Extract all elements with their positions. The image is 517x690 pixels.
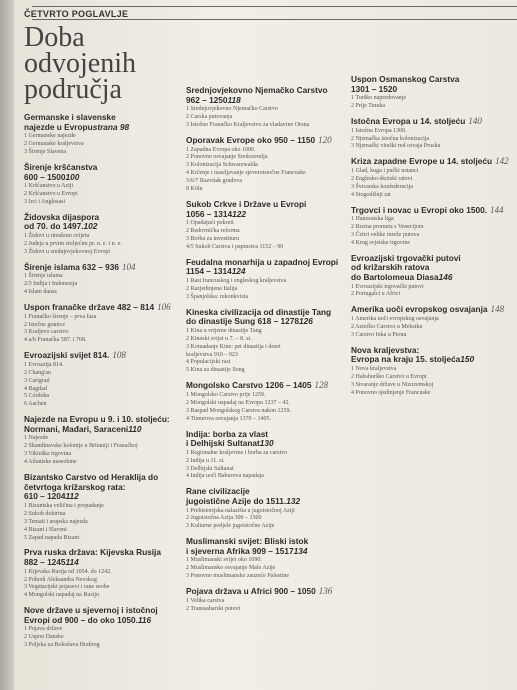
map-list — [186, 106, 344, 130]
map-entry: 4 Indija uoči Baburova napadaja — [186, 473, 264, 480]
section-heading: Istočna Evropa u 14. stoljeću 140 — [351, 116, 482, 126]
chapter-label: ČETVRTO POGLAVLJE — [24, 9, 129, 19]
map-entry: 1 Srednjovjekovno Njemačko Carstvo — [186, 106, 278, 113]
map-entry: 4 Islam danas — [24, 289, 57, 296]
map-entry: 3 Komadanje Kine: pet dinastija i deset — [186, 343, 281, 350]
section-heading: Kriza zapadne Evrope u 14. stoljeću 142 — [351, 156, 509, 167]
section-heading: Evroazijski trgovački putovi — [351, 252, 461, 263]
map-list — [351, 284, 511, 300]
map-entry: 6 Aachen — [24, 401, 47, 408]
section-heading: Kineska civilizacija od dinastije Tang — [186, 306, 332, 317]
top-rule — [32, 6, 517, 7]
map-entry: 3 Kulturne podjele jugoistočne Azije — [186, 523, 275, 530]
section-heading: Bizantsko Carstvo od Heraklija do — [24, 472, 159, 483]
page-number: 134 — [293, 545, 308, 556]
map-entry: 3 Istočno Franačko Kraljevstvo za vladavine Otona — [186, 122, 310, 128]
map-list — [24, 314, 194, 346]
map-entry: 2 Germanske kraljevstva — [24, 141, 84, 148]
map-entry: 1 Evroazija 814. — [24, 361, 64, 368]
section-subheading: Normani, Mađari, Saraceni110 — [24, 423, 142, 434]
page-number: strana 98 — [92, 121, 130, 132]
toc-section — [24, 163, 194, 207]
section-subheading: do dinastije Sung 618 – 1278126 — [186, 316, 313, 327]
map-entry: 1 Kina u vrijeme dinastije Tang — [186, 327, 262, 334]
map-entry: 1 Opadajući pokreti — [186, 220, 234, 227]
page-number: 102 — [83, 221, 98, 232]
map-entry: 2 Judeja u prvim stoljećim pr. n. e. i n. e. — [24, 240, 122, 247]
map-entry: 5/6/7 Razvitak gradova — [186, 178, 242, 185]
map-entry: 2 Chang'an — [24, 369, 51, 376]
map-entry: 1 Najezde — [24, 435, 49, 442]
toc-section — [24, 303, 194, 345]
section-heading: Srednjovjekovno Njemačko Carstvo — [186, 85, 328, 95]
map-list — [24, 273, 194, 297]
map-entry: 1 Germanske najezde — [24, 133, 76, 140]
map-list — [24, 435, 194, 467]
map-entry: 3 Širenje Slavena — [24, 149, 66, 155]
map-entry: 3 Irci i Anglosasi — [24, 198, 66, 205]
toc-section — [24, 606, 194, 650]
map-entry: 2 Istočne granice — [24, 321, 65, 328]
map-entry: 2 Kineski svijet u 7. – 8. st. — [186, 335, 252, 342]
toc-section — [351, 254, 511, 300]
toc-section — [186, 487, 344, 531]
map-entry: 3 Kraljevo carstvo — [24, 329, 69, 336]
map-entry: 3 Carstvo Inka u Peruu — [351, 331, 407, 338]
toc-section — [186, 200, 344, 252]
map-entry: 2 Transsaharski putovi — [186, 605, 241, 612]
toc-section — [351, 206, 511, 248]
page-number: 120 — [318, 134, 332, 145]
map-entry: 1 Muslimanski svijet oko 1090. — [186, 557, 262, 564]
map-list — [186, 557, 344, 581]
map-entry: 4 a/b Franačka 587. i 768. — [24, 337, 87, 344]
map-entry: 3 Carigrad — [24, 377, 50, 384]
map-entry: 1 Nova kraljevstva — [351, 365, 397, 372]
title-line-1: Doba — [24, 22, 85, 53]
section-subheading: 600 – 1500100 — [24, 171, 80, 182]
toc-section — [186, 537, 344, 581]
page-number: 104 — [122, 261, 136, 272]
column-middle — [186, 86, 344, 620]
map-entry: 2 Jugoistočna Azija 300 – 1500 — [186, 515, 262, 522]
section-subheading: 1301 – 1520 — [351, 83, 398, 94]
map-list — [24, 133, 194, 157]
map-entry: 3 Ponovno muslimansko zauzeće Palestine — [186, 573, 289, 580]
section-heading: Rane civilizacije — [186, 486, 250, 497]
map-entry: 4 Ponovno sjedinjenje Francuske — [351, 389, 431, 396]
map-list — [186, 220, 344, 252]
page-number: 136 — [318, 586, 333, 597]
map-entry: 5 Kina za dinastije Song — [186, 367, 245, 374]
section-heading: Germanske i slavenske — [24, 112, 116, 122]
map-entry: 4 Bagdad — [24, 385, 47, 392]
section-heading: Muslimanski svijet: Bliski istok — [186, 536, 309, 547]
page-number: 114 — [65, 557, 79, 567]
map-entry: 1 Rast francuskog i engleskog kraljevstva — [186, 277, 287, 284]
toc-section — [186, 308, 344, 376]
map-entry: 1 Kršćanstvo u Aziji — [24, 183, 74, 190]
map-entry: 3 Njemački viteški red osvaja Prusku — [351, 143, 441, 150]
toc-section — [351, 157, 511, 199]
map-entry: 2 Indija u 11. st. — [186, 457, 225, 464]
map-list — [186, 508, 344, 532]
page-number: 144 — [490, 204, 504, 215]
map-entry: 4 Mongolski napadaj na Rusiju — [24, 592, 99, 599]
map-entry: kraljevstva 910 – 923 — [186, 351, 238, 358]
section-heading: Uspon Osmanskog Carstva — [351, 74, 460, 84]
section-heading: Najezde na Evropu u 9. i 10. stoljeću: — [24, 414, 170, 425]
section-subheading: 1056 – 1314122 — [186, 208, 246, 219]
section-subheading: 1154 – 1314124 — [186, 266, 246, 277]
section-subheading: 610 – 1204112 — [24, 491, 79, 502]
column-right — [351, 75, 511, 403]
section-heading: Uspon franačke države 482 – 814 106 — [24, 302, 171, 313]
map-entry: 2/3 Indija i Indonezija — [24, 281, 78, 288]
map-list — [186, 147, 344, 194]
section-subheading: najezde u Evropustrana 98 — [24, 121, 130, 132]
toc-section — [186, 381, 344, 423]
toc-section — [24, 415, 194, 467]
map-entry: 2 Englesko-škotski ratovi — [351, 175, 413, 182]
map-entry: 3 Delhijski Sultanat — [186, 465, 234, 472]
section-heading: Židovska dijaspora — [24, 211, 100, 222]
map-entry: 1 Prehistorijska nalazišta u jugoistočnoj Aziji — [186, 507, 295, 514]
book-page — [14, 0, 517, 690]
section-heading: Oporavak Evrope oko 950 – 1150 120 — [186, 134, 332, 145]
map-entry: 1 Glad, kuga i pučki ustanci — [351, 167, 419, 174]
toc-section — [24, 213, 194, 257]
map-entry: 2 Sukob doktrina — [24, 510, 66, 517]
map-list — [24, 503, 194, 543]
section-subheading: i sjeverna Afrika 909 – 1517134 — [186, 545, 308, 556]
map-entry: 2 Razjedinjena Italija — [186, 285, 238, 292]
section-heading: Mongolsko Carstvo 1206 – 1405 128 — [186, 380, 328, 391]
map-entry: 1 Evroazijski trgovački putovi — [351, 283, 424, 290]
map-entry: 1 Pojava države — [24, 626, 63, 633]
section-heading: Nove države u sjevernoj i istočnoj — [24, 605, 158, 616]
page-number: 150 — [460, 354, 475, 365]
section-subheading: od 70. do 1497.102 — [24, 221, 98, 232]
section-heading: Indija: borba za vlast — [186, 428, 269, 439]
page-number: 100 — [65, 171, 80, 182]
section-heading: Evroazijski svijet 814. 108 — [24, 350, 126, 361]
map-entry: 2 Kršćanstvo u Evropi — [24, 191, 78, 197]
section-subheading: i Delhijski Sultanat130 — [186, 438, 274, 449]
map-list — [186, 598, 344, 614]
map-entry: 8 Köln — [186, 186, 203, 193]
page-number: 128 — [314, 380, 328, 391]
map-entry: 2 Ponovno osvajanje Sredozemlja — [186, 154, 268, 161]
page-number: 112 — [65, 491, 79, 502]
map-entry: 1 Židovi u rimskom svijetu — [24, 233, 90, 239]
map-entry: 3 Raspad Mongolskog Carstva nakon 1259. — [186, 407, 291, 414]
section-heading: Širenje islama 632 – 936 104 — [24, 261, 136, 272]
section-subheading: Evropi od 900 – do oko 1050.116 — [24, 614, 152, 625]
map-entry: 2 Prije Turaka — [351, 103, 386, 110]
map-entry: 1 Kijevska Rusija od 1054. do 1242. — [24, 568, 112, 575]
map-entry: 2 Njemačka istočna kolonizacija — [351, 135, 430, 142]
map-entry: 1 Regionalne kraljevine i borba za carstvo — [186, 449, 288, 456]
map-list — [186, 392, 344, 424]
toc-section — [186, 587, 344, 613]
section-heading: Amerika uoči evropskog osvajanja 148 — [351, 304, 504, 315]
map-entry: 2 Mongolski napadaj na Evropu 1237 – 42. — [186, 399, 290, 406]
map-entry: 2 Redovnička reforma — [186, 228, 240, 235]
page-number: 126 — [298, 316, 313, 327]
toc-section — [351, 75, 511, 111]
contents-list-middle — [186, 86, 344, 614]
map-entry: 3 Vikinška trgovina — [24, 451, 72, 458]
toc-section — [24, 113, 194, 157]
map-entry: 1 Bizantska veličina i propadanje — [24, 502, 104, 509]
map-entry: 1 Mongolsko Carstvo prije 1259. — [186, 391, 266, 398]
map-entry: 2 Habsburško Carstvo u Evropi — [351, 373, 427, 380]
section-heading: Sukob Crkve i Države u Evropi — [186, 198, 307, 209]
map-entry: 3 Stvaranje države u Nizozemskoj — [351, 381, 434, 388]
map-entry: 3 Španjolska: rekonkvista — [186, 293, 248, 300]
contents-list-right — [351, 75, 511, 397]
map-list — [351, 168, 511, 200]
page-number: 148 — [490, 304, 504, 315]
page-number: 118 — [227, 94, 241, 105]
map-list — [186, 450, 344, 482]
map-entry: 3 Židovi u srednjovjekovnoj Evropi — [24, 248, 110, 255]
book-gutter-shadow — [0, 0, 14, 690]
section-heading: Nova kraljevstva: — [351, 344, 420, 355]
contents-list-left — [24, 113, 194, 650]
map-list — [351, 216, 511, 248]
toc-section — [24, 351, 194, 409]
section-heading: Feudalna monarhija u zapadnoj Evropi — [186, 256, 339, 267]
map-entry: 1 Širenje islama — [24, 273, 63, 280]
section-subheading: od križarskih ratova — [351, 262, 430, 273]
toc-section — [186, 136, 344, 194]
column-left — [24, 9, 194, 656]
toc-section — [186, 430, 344, 482]
map-entry: 1 Hanzeatska liga — [351, 216, 394, 223]
map-list — [186, 328, 344, 375]
map-list — [24, 233, 194, 257]
map-entry: 3 Vegetacijski pojasevi i rane seobe — [24, 584, 110, 591]
section-subheading: četvrtoga križarskog rata: — [24, 481, 126, 492]
map-entry: 2 Pohodi Aleksandra Nevskog — [24, 576, 97, 583]
map-list — [24, 183, 194, 207]
map-entry: 3 Kolonizacija Schwarzwalda — [186, 162, 258, 169]
toc-section — [24, 263, 194, 297]
map-entry: 3 Četiri velike mreže putova — [351, 231, 420, 238]
map-entry: 2 Muslimansko osvajanje Male Azije — [186, 565, 276, 572]
toc-section — [24, 473, 194, 542]
map-entry: 3 Poljska za Boleslava Hrabrog — [24, 642, 100, 649]
map-entry: 4 Populacijski rast — [186, 359, 231, 366]
section-subheading: Evropa na kraju 15. stoljeća150 — [351, 354, 475, 365]
section-heading: Trgovci i novac u Evropi oko 1500. 144 — [351, 204, 504, 215]
map-list — [24, 362, 194, 409]
section-subheading: 962 – 1250118 — [186, 94, 241, 105]
map-entry: 2 Portugalci u Africi — [351, 291, 401, 298]
section-heading: Širenje kršćanstva — [24, 161, 98, 172]
map-entry: 2 Brzina prometa s Venecijom — [351, 224, 424, 231]
map-entry: 3 Švicarska konfederacija — [351, 183, 413, 190]
map-entry: 1 Velika carstva — [186, 597, 225, 604]
map-entry: 3 Borba za investituru — [186, 235, 240, 242]
map-list — [351, 128, 511, 152]
page-number: 108 — [112, 350, 126, 361]
section-heading: Pojava država u Africi 900 – 1050 136 — [186, 586, 333, 597]
page-number: 110 — [128, 423, 142, 434]
section-heading: Prva ruska država: Kijevska Rusija — [24, 547, 161, 558]
map-entry: 4 Stogodišnji rat — [351, 191, 391, 198]
map-entry: 3 Temati i arapska najezda — [24, 518, 88, 525]
map-entry: 5 Zapad napada Bizant — [24, 534, 80, 541]
page-number: 130 — [259, 438, 274, 449]
toc-section — [186, 86, 344, 130]
toc-section — [351, 346, 511, 398]
page-number: 124 — [231, 266, 246, 277]
toc-section — [186, 258, 344, 302]
map-entry: 4 Timurova osvajanja 1370 – 1405. — [186, 415, 271, 422]
map-entry: 4 Krčenje i naseljavanje sjeveroistočne Francuske — [186, 170, 306, 177]
map-entry: 1 Amerika uoči evropskog osvajanja — [351, 315, 439, 322]
map-list — [24, 626, 194, 650]
page-number: 140 — [468, 116, 482, 126]
map-entry: 4 Bizant i Slaveni — [24, 526, 67, 533]
map-list — [24, 569, 194, 601]
page-title — [24, 22, 194, 105]
page-number: 132 — [286, 495, 301, 506]
toc-section — [351, 305, 511, 339]
page-number: 122 — [232, 208, 246, 219]
map-entry: 4 Atlantske naseobine — [24, 459, 77, 466]
map-list — [351, 366, 511, 398]
map-list — [351, 95, 511, 111]
toc-section — [351, 117, 511, 151]
map-entry: 2 Uspon Danske — [24, 634, 64, 641]
map-list — [351, 316, 511, 340]
toc-section — [24, 548, 194, 600]
map-entry: 1 Franačko širenje – prva faza — [24, 313, 97, 320]
section-subheading: 882 – 1245114 — [24, 557, 79, 567]
page-number: 146 — [438, 271, 453, 282]
map-entry: 2 Aztečko Carstvo u Meksiku — [351, 323, 423, 330]
map-entry: 1 Zapadna Evropa oko 1000. — [186, 146, 256, 153]
page-number: 142 — [495, 156, 509, 167]
section-subheading: jugoistične Azije do 1511.132 — [186, 495, 301, 506]
map-entry: 1 Istočna Evropa 1300. — [351, 127, 407, 134]
page-number: 106 — [157, 302, 171, 313]
map-entry: 2 Carska putovanja — [186, 114, 233, 121]
page-number: 116 — [137, 614, 152, 625]
map-entry: 5 Córdoba — [24, 393, 50, 400]
section-subheading: do Bartolomeua Diasa146 — [351, 271, 453, 282]
map-entry: 4 Krug svjetske trgovine — [351, 239, 411, 246]
map-entry: 1 Turško napredovanje — [351, 95, 406, 102]
map-list — [186, 278, 344, 302]
title-line-2: odvojenih područja — [24, 48, 136, 105]
map-entry: 4/5 Sukob Carstva i papinstva 1152 – 90 — [186, 243, 284, 250]
map-entry: 2 Skandinavske kolonije u Britaniji i Franačkoj — [24, 443, 138, 450]
